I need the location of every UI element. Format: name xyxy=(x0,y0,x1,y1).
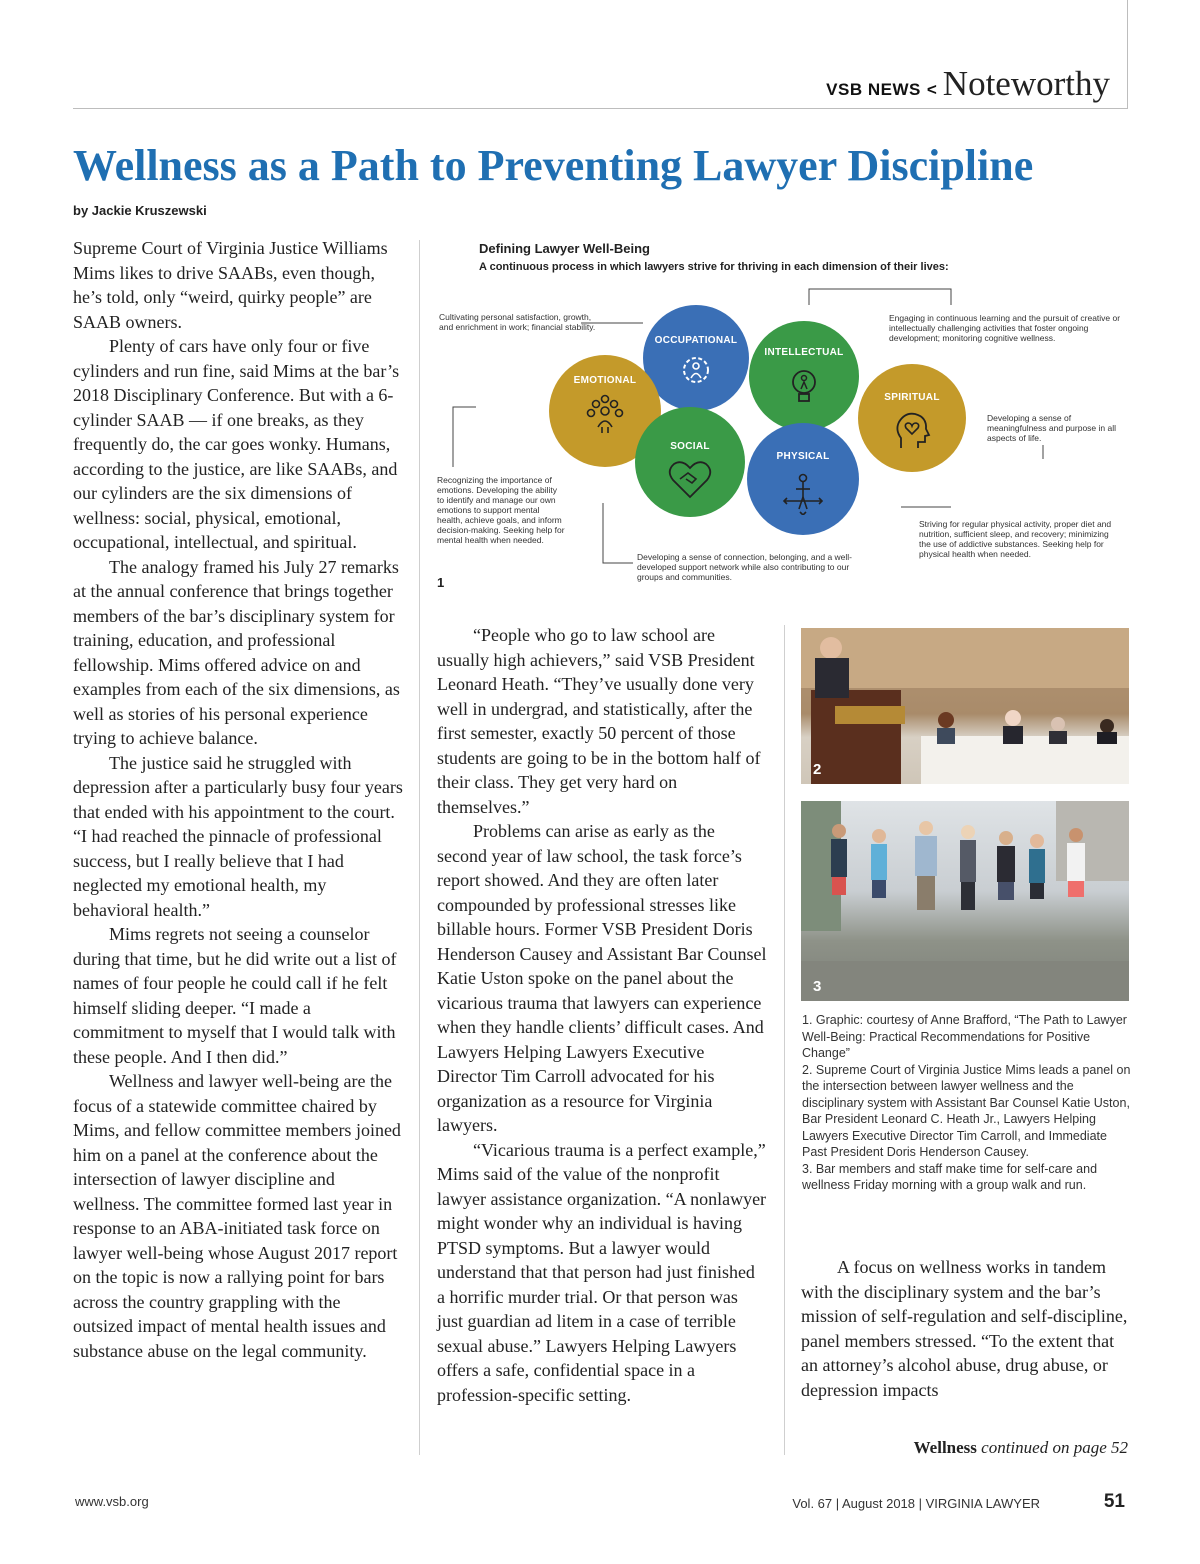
note-social: Developing a sense of connection, belonging, and a well-developed support network while also contributing to our groups and communities. xyxy=(637,552,853,582)
well-being-graphic xyxy=(431,237,1131,597)
note-emotional: Recognizing the importance of emotions. Developing the ability to identify and manage our own emotions to support mental health, achieve goals, and inform decision-making. Seeking help for mental health when needed. xyxy=(437,475,565,545)
footer-website[interactable]: www.vsb.org xyxy=(75,1494,149,1509)
footer-issue: Vol. 67 | August 2018 | VIRGINIA LAWYER xyxy=(792,1496,1040,1511)
graphic-title: Defining Lawyer Well-Being xyxy=(479,241,650,256)
paragraph: Mims regrets not seeing a counselor during that time, but he did write out a list of names of four people he could call if he felt himself sliding deeper. “I made a commitment to myself that I would talk with these people. And I then did.” xyxy=(73,924,397,1067)
paragraph: A focus on wellness works in tandem with the disciplinary system and the bar’s mission of self-regulation and self-discipline, panel members stressed. “To the extent that an attorney’s alcohol abuse, drug abuse, or depression impacts xyxy=(801,1257,1128,1400)
article-byline: by Jackie Kruszewski xyxy=(73,203,207,218)
physical-label: PHYSICAL xyxy=(776,451,830,462)
section-separator: < xyxy=(926,80,937,99)
section-name: Noteworthy xyxy=(942,64,1110,103)
article-column-2 xyxy=(437,623,767,1407)
section-label: VSB NEWS xyxy=(826,80,921,99)
group-walk-scene-image xyxy=(801,801,1129,1001)
paragraph: The analogy framed his July 27 remarks at the annual conference that brings together members of the bar’s disciplinary system for training, education, and professional fellowship. Mims offered advice on and examples from each of the six dimensions, as well as stories of his personal experience trying to achieve balance. xyxy=(73,556,400,748)
column-divider xyxy=(419,240,420,1455)
photo-panel xyxy=(801,628,1129,784)
spiritual-label: SPIRITUAL xyxy=(884,392,940,403)
note-physical: Striving for regular physical activity, proper diet and nutrition, sufficient sleep, and recovery; minimizing the use of addictive substances. Seeking help for physical health when needed. xyxy=(919,519,1112,559)
graphic-subtitle: A continuous process in which lawyers strive for thriving in each dimension of their lives: xyxy=(479,261,949,273)
graphic-number: 1 xyxy=(437,575,445,590)
continued-note xyxy=(914,1438,1128,1458)
continued-text: continued on page 52 xyxy=(981,1438,1128,1457)
body-movement-icon xyxy=(781,471,825,515)
occupational-label: OCCUPATIONAL xyxy=(654,335,738,346)
note-intellectual: Engaging in continuous learning and the pursuit of creative or intellectually challenging activities that foster ongoing development; monitoring cognitive wellness. xyxy=(889,313,1121,343)
paragraph: Problems can arise as early as the second year of law school, the task force’s report showed. And they are often later compounded by professional stresses like billable hours. Former VSB President Doris Henderson Causey and Assistant Bar Counsel Katie Uston spoke on the panel about the vicarious trauma that lawyers can experience when they handle clients’ difficult cases. And Lawyers Helping Lawyers Executive Director Tim Carroll advocated for his organization as a resource for Virginia lawyers. xyxy=(437,821,767,1135)
caption-3: 3. Bar members and staff make time for self-care and wellness Friday morning with a group walk and run. xyxy=(802,1161,1098,1192)
social-circle xyxy=(635,407,745,517)
section-header xyxy=(826,64,1110,104)
note-spiritual: Developing a sense of meaningfulness and purpose in all aspects of life. xyxy=(987,413,1117,443)
paragraph: Supreme Court of Virginia Justice Williams Mims likes to drive SAABs, even though, he’s told, only “weird, quirky people” are SAAB owners. xyxy=(73,238,388,332)
intellectual-circle xyxy=(749,321,859,431)
article-column-1 xyxy=(73,236,403,1363)
intellectual-label: INTELLECTUAL xyxy=(764,347,844,358)
page-number: 51 xyxy=(1103,1491,1125,1512)
social-label: SOCIAL xyxy=(670,441,710,452)
group-people-icon xyxy=(585,393,625,435)
note-occupational: Cultivating personal satisfaction, growth, and enrichment in work; financial stability. xyxy=(439,312,596,332)
paragraph: The justice said he struggled with depression after a particularly busy four years that ended with his appointment to the court. “I had reached the pinnacle of professional success, but I really believe that I had neglected my emotional health, my behavioral health.” xyxy=(73,752,403,920)
spiritual-circle xyxy=(858,364,966,472)
column-divider xyxy=(784,625,785,1455)
article-column-3 xyxy=(801,1255,1131,1402)
lightbulb-icon xyxy=(787,367,821,407)
caption-1: 1. Graphic: courtesy of Anne Brafford, “The Path to Lawyer Well-Being: Practical Recommendations for Positive Change” xyxy=(802,1013,1127,1060)
photo-number: 3 xyxy=(813,978,822,995)
photo-captions xyxy=(802,1012,1132,1194)
article-title: Wellness as a Path to Preventing Lawyer Discipline xyxy=(73,141,1034,190)
paragraph: Wellness and lawyer well-being are the focus of a statewide committee chaired by Mims, and fellow committee members joined him on a panel at the conference about the intersection of lawyer discipline and wellness. The committee formed last year in response to an ABA-initiated task force on lawyer well-being whose August 2017 report on the topic is now a rallying point for bars across the country grappling with the outsized impact of mental health issues and substance abuse on the legal community. xyxy=(73,1071,401,1361)
head-heart-icon xyxy=(893,410,931,452)
paragraph: “Vicarious trauma is a perfect example,” Mims said of the value of the nonprofit lawyer assistance organization. “A nonlawyer might wonder why an individual is having PTSD symptoms. But a lawyer would understand that that person had just finished a horrific murder trial. Or that person was just guardian ad litem in a case of terrible sexual abuse.” Lawyers Helping Lawyers offers a safe, confidential space in a profession-specific setting. xyxy=(437,1139,767,1405)
header-vertical-rule xyxy=(1127,0,1128,108)
continued-word: Wellness xyxy=(913,1438,977,1457)
panel-scene-image xyxy=(801,628,1129,784)
header-rule xyxy=(73,108,1128,109)
emotional-label: EMOTIONAL xyxy=(573,375,637,386)
gear-person-icon xyxy=(679,353,713,387)
handshake-heart-icon xyxy=(668,459,712,499)
photo-group-walk xyxy=(801,801,1129,1001)
caption-2: 2. Supreme Court of Virginia Justice Mims leads a panel on the intersection between lawyer wellness and the disciplinary system with Assistant Bar Counsel Katie Uston, Bar President Leonard C. Heath Jr., Lawyers Helping Lawyers Executive Director Tim Carroll, and Immediate Past President Doris Henderson Causey. xyxy=(802,1062,1131,1159)
paragraph: Plenty of cars have only four or five cylinders and run fine, said Mims at the bar’s 2018 Disciplinary Conference. But with a 6-cylinder SAAB — if one breaks, as they frequently do, the car goes wonky. Humans, according to the justice, are like SAABs, and our cylinders are the six dimensions of wellness: social, physical, emotional, occupational, intellectual, and spiritual. xyxy=(73,336,400,552)
physical-circle xyxy=(747,423,859,535)
paragraph: “People who go to law school are usually high achievers,” said VSB President Leonard Heath. “They’ve usually done very well in undergrad, and statistically, after the first semester, exactly 50 percent of those students are going to be in the bottom half of their class. They get very hard on themselves.” xyxy=(437,625,761,817)
photo-number: 2 xyxy=(813,761,822,778)
